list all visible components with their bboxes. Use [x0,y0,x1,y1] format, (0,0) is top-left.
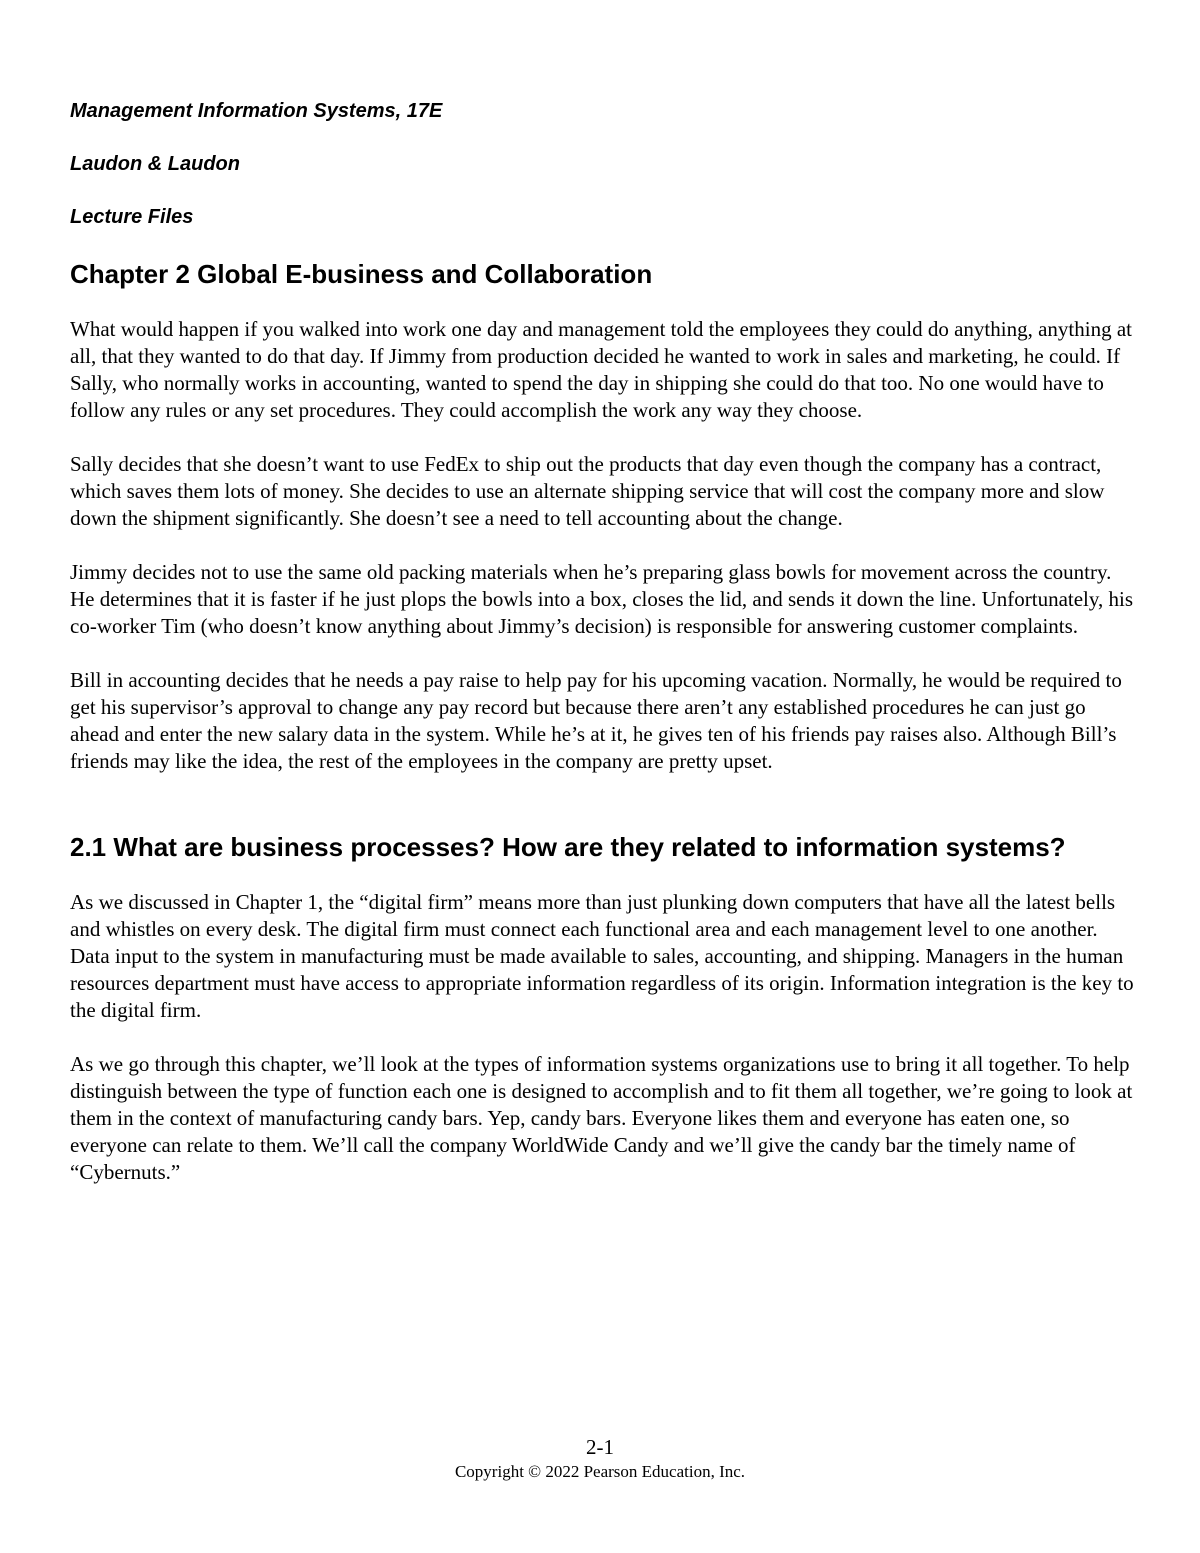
page-number: 2-1 [586,1435,614,1459]
copyright-notice: Copyright © 2022 Pearson Education, Inc. [454,1462,746,1481]
page-content [70,98,1135,1213]
authors: Laudon & Laudon [70,153,240,175]
section-paragraph-1: As we discussed in Chapter 1, the “digital firm” means more than just plunking down computers that have all the latest bells and whistles on every desk. The digital firm must connect each functional area and each management level to one another. Data input to the system in manufacturing must be made available to sales, accounting, and shipping. Managers in the human resources department must have access to appropriate information regardless of its origin. Information integration is the key to the digital firm. [70,890,1134,1022]
intro-paragraph-2: Sally decides that she doesn’t want to use FedEx to ship out the products that day even though the company has a contract, which saves them lots of money. She decides to use an alternate shipping service that will cost the company more and slow down the shipment significantly. She doesn’t see a need to tell accounting about the change. [70,452,1105,530]
intro-paragraph-3: Jimmy decides not to use the same old packing materials when he’s preparing glass bowls for movement across the country. He determines that it is faster if he just plops the bowls into a box, closes the lid, and sends it down the line. Unfortunately, his co-worker Tim (who doesn’t know anything about Jimmy’s decision) is responsible for answering customer complaints. [70,560,1134,638]
intro-paragraph-4: Bill in accounting decides that he needs a pay raise to help pay for his upcoming vacation. Normally, he would be required to get his supervisor’s approval to change any pay record but because there aren’t any established procedures he can just go ahead and enter the new salary data in the system. While he’s at it, he gives ten of his friends pay raises also. Although Bill’s friends may like the idea, the rest of the employees in the company are pretty upset. [70,668,1122,773]
book-title: Management Information Systems, 17E [70,100,443,122]
section-paragraph-2: As we go through this chapter, we’ll look at the types of information systems organizations use to bring it all together. To help distinguish between the type of function each one is designed to accomplish and to fit them all together, we’re going to look at them in the context of manufacturing candy bars. Yep, candy bars. Everyone likes them and everyone has eaten one, so everyone can relate to them. We’ll call the company WorldWide Candy and we’ll give the candy bar the timely name of “Cybernuts.” [70,1052,1133,1184]
chapter-title: Chapter 2 Global E-business and Collaboration [70,259,653,289]
intro-paragraph-1: What would happen if you walked into work one day and management told the employees they could do anything, anything at all, that they wanted to do that day. If Jimmy from production decided he wanted to work in sales and marketing, he could. If Sally, who normally works in accounting, wanted to spend the day in shipping she could do that too. No one would have to follow any rules or any set procedures. They could accomplish the work any way they choose. [70,317,1132,422]
section-heading: 2.1 What are business processes? How are they related to information systems? [70,832,1066,862]
file-type: Lecture Files [70,206,194,228]
